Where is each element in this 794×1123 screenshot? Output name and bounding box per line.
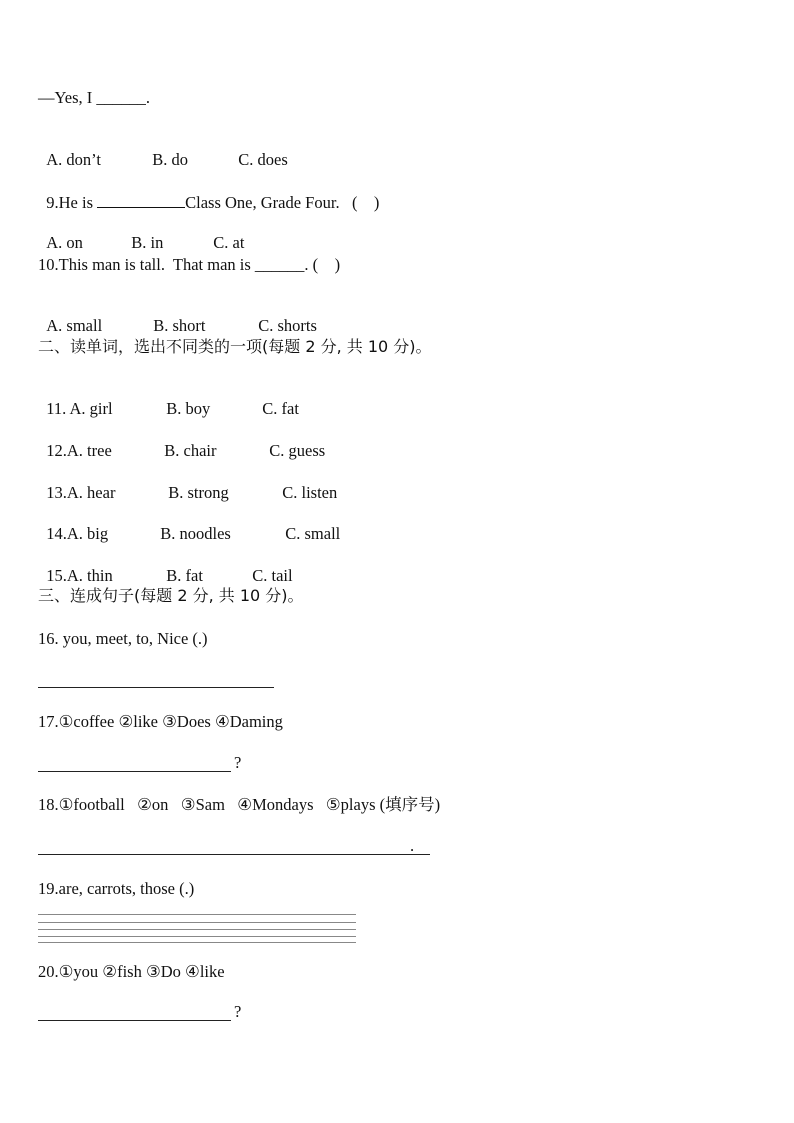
q17-prompt: 17.①coffee ②like ③Does ④Daming	[38, 712, 283, 731]
q13-row	[38, 463, 337, 503]
q10-options	[38, 296, 317, 336]
q10-option-b[interactable]: B. short	[153, 316, 206, 335]
q9-option-a[interactable]: A. on	[46, 233, 83, 252]
q20-prompt: 20.①you ②fish ③Do ④like	[38, 962, 225, 981]
q9-option-b[interactable]: B. in	[131, 233, 164, 252]
q13-option-c[interactable]: C. listen	[282, 483, 338, 502]
q12-row	[38, 421, 325, 461]
q11-option-c[interactable]: C. fat	[262, 399, 299, 418]
q12-option-b[interactable]: B. chair	[164, 441, 217, 460]
q14-row	[38, 504, 340, 544]
section3-heading: 三、连成句子(每题 2 分, 共 10 分)。	[38, 586, 304, 605]
writing-line	[38, 942, 356, 943]
q9-answer-blank[interactable]	[97, 191, 185, 208]
writing-line	[38, 914, 356, 915]
q14-option-a[interactable]: 14.A. big	[46, 524, 109, 543]
q20-answer-line[interactable]	[38, 1020, 231, 1021]
q9-question	[38, 171, 379, 213]
q15-row	[38, 546, 293, 586]
q10-option-c[interactable]: C. shorts	[258, 316, 317, 335]
q15-option-c[interactable]: C. tail	[252, 566, 293, 585]
q10-option-a[interactable]: A. small	[46, 316, 103, 335]
q15-option-b[interactable]: B. fat	[166, 566, 203, 585]
q8-option-c[interactable]: C. does	[238, 150, 288, 169]
q9-text-post: Class One, Grade Four. ( )	[185, 193, 380, 212]
q18-period: .	[410, 836, 415, 855]
q11-option-b[interactable]: B. boy	[166, 399, 211, 418]
q20-question-mark: ?	[234, 1002, 242, 1021]
q9-options	[38, 213, 244, 253]
q17-question-mark: ?	[234, 753, 242, 772]
q16-answer-line[interactable]	[38, 687, 274, 688]
q12-option-a[interactable]: 12.A. tree	[46, 441, 112, 460]
q10-question: 10.This man is tall. That man is ______. ( )	[38, 255, 341, 274]
section2-heading: 二、读单词，选出不同类的一项(每题 2 分, 共 10 分)。	[38, 337, 432, 356]
q8-options	[38, 130, 288, 170]
q18-answer-line[interactable]	[38, 854, 430, 855]
q16-prompt: 16. you, meet, to, Nice (.)	[38, 629, 208, 648]
q19-prompt: 19.are, carrots, those (.)	[38, 879, 195, 898]
q9-option-c[interactable]: C. at	[213, 233, 245, 252]
q8-option-a[interactable]: A. don’t	[46, 150, 101, 169]
writing-line	[38, 929, 356, 930]
q14-option-c[interactable]: C. small	[285, 524, 341, 543]
q14-option-b[interactable]: B. noodles	[160, 524, 231, 543]
writing-line	[38, 936, 356, 937]
writing-line	[38, 922, 356, 923]
q8-answer-line: —Yes, I ______.	[38, 88, 151, 107]
q13-option-a[interactable]: 13.A. hear	[46, 483, 116, 502]
q17-answer-line[interactable]	[38, 771, 231, 772]
q11-option-a[interactable]: 11. A. girl	[46, 399, 113, 418]
q15-option-a[interactable]: 15.A. thin	[46, 566, 113, 585]
q13-option-b[interactable]: B. strong	[168, 483, 229, 502]
q18-prompt: 18.①football ②on ③Sam ④Mondays ⑤plays (填序号)	[38, 795, 441, 814]
q12-option-c[interactable]: C. guess	[269, 441, 326, 460]
q11-row	[38, 379, 299, 419]
q8-option-b[interactable]: B. do	[152, 150, 189, 169]
q9-text-pre: 9.He is	[46, 193, 98, 212]
